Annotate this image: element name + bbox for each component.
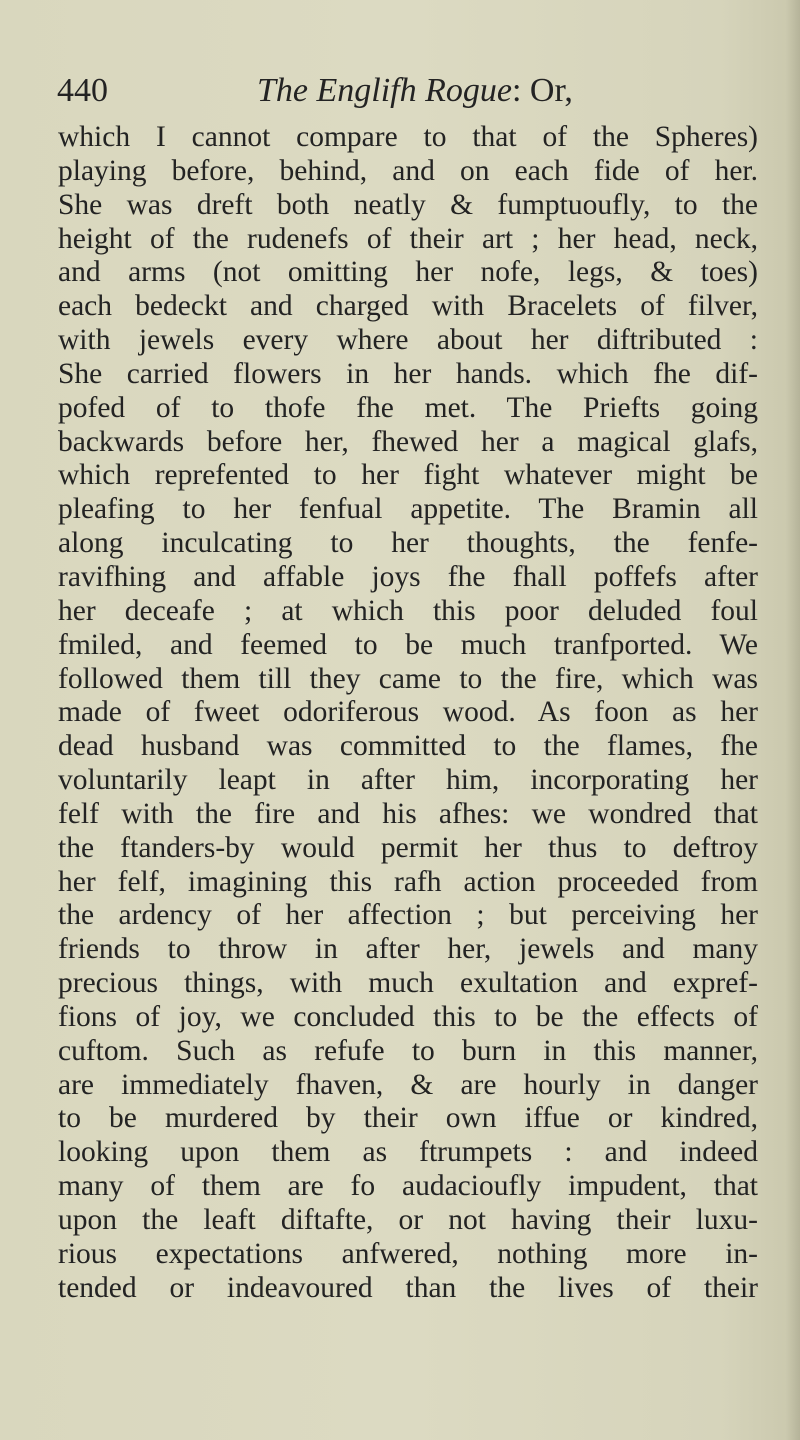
- text-line: dead husband was committed to the flames, fhe: [58, 730, 758, 763]
- text-line: friends to throw in after her, jewels and many: [58, 933, 758, 966]
- text-line: with jewels every where about her diftributed :: [58, 324, 758, 357]
- text-line: pleafing to her fenfual appetite. The Bramin all: [58, 493, 758, 526]
- page-number: 440: [57, 72, 108, 109]
- text-line: the ardency of her affection ; but perceiving her: [58, 899, 758, 932]
- text-line: the ftanders-by would permit her thus to deftroy: [58, 831, 758, 864]
- text-line: are immediately fhaven, & are hourly in danger: [58, 1068, 758, 1101]
- text-line: fions of joy, we concluded this to be the effects of: [58, 1000, 758, 1033]
- running-title: [257, 66, 573, 116]
- text-line: made of fweet odoriferous wood. As foon as her: [58, 696, 758, 729]
- text-line: cuftom. Such as refufe to burn in this manner,: [58, 1034, 758, 1067]
- text-line: felf with the fire and his afhes: we wondred that: [58, 797, 758, 830]
- running-title-suffix: : Or,: [511, 72, 573, 109]
- text-line: her felf, imagining this rafh action proceeded from: [58, 865, 758, 898]
- text-line: fmiled, and feemed to be much tranfported. We: [58, 628, 758, 661]
- text-line: ravifhing and affable joys fhe fhall poffefs after: [58, 560, 758, 593]
- body-text: [58, 121, 758, 1306]
- text-line: height of the rudenefs of their art ; her head, neck,: [58, 222, 758, 255]
- running-title-main: The Englifh Rogue: [257, 72, 512, 109]
- text-line: upon the leaft diftafte, or not having their luxu-: [58, 1204, 758, 1236]
- text-line: which reprefented to her fight whatever might be: [58, 459, 758, 492]
- text-line: precious things, with much exultation and expref-: [58, 967, 758, 1000]
- text-line: and arms (not omitting her nofe, legs, & toes): [58, 256, 758, 289]
- text-line: playing before, behind, and on each fide of her.: [58, 154, 758, 187]
- text-line: rious expectations anfwered, nothing more in-: [58, 1237, 758, 1270]
- text-line: along inculcating to her thoughts, the fenfe-: [58, 527, 758, 560]
- text-line: many of them are fo audacioufly impudent, that: [58, 1170, 758, 1203]
- text-line: followed them till they came to the fire, which was: [58, 662, 758, 695]
- text-line: pofed of to thofe fhe met. The Priefts going: [58, 391, 758, 424]
- text-line: tended or indeavoured than the lives of their: [58, 1271, 758, 1304]
- text-line: which I cannot compare to that of the Spheres): [58, 121, 758, 153]
- text-line: her deceafe ; at which this poor deluded foul: [58, 594, 758, 627]
- text-line: backwards before her, fhewed her a magical glafs,: [58, 425, 758, 458]
- text-line: She carried flowers in her hands. which fhe dif-: [58, 357, 758, 390]
- running-header: [57, 66, 687, 116]
- text-line: each bedeckt and charged with Bracelets of filver,: [58, 290, 758, 323]
- text-line: She was dreft both neatly & fumptuoufly, to the: [58, 188, 758, 221]
- text-line: looking upon them as ftrumpets : and indeed: [58, 1136, 758, 1169]
- page-edge-shadow: [786, 0, 800, 1440]
- text-line: voluntarily leapt in after him, incorporating her: [58, 764, 758, 797]
- text-line: to be murdered by their own iffue or kindred,: [58, 1102, 758, 1135]
